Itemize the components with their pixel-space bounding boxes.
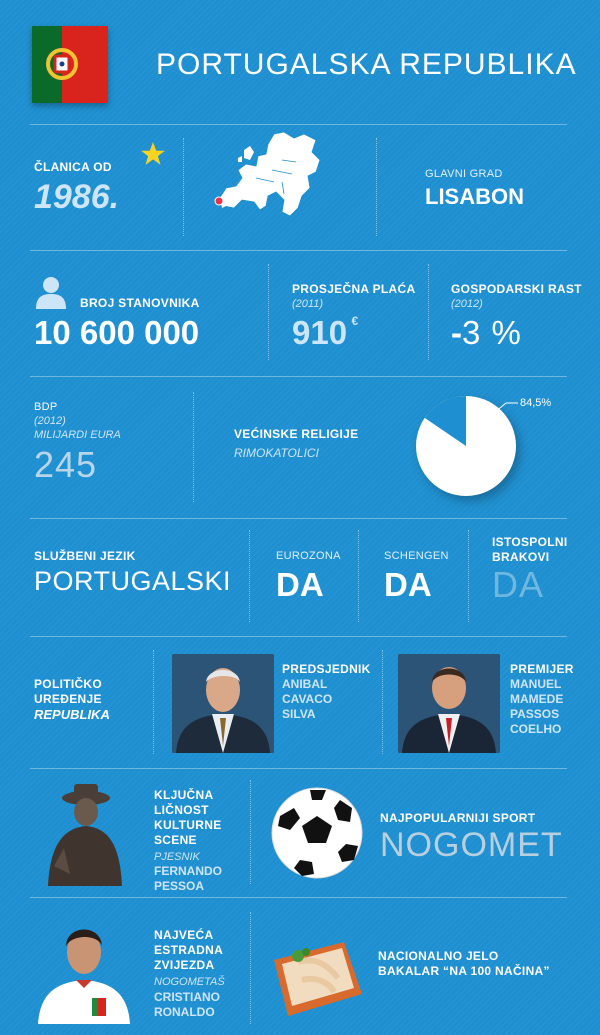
ronaldo-photo xyxy=(34,912,134,1024)
culture-person-role: PJESNIK xyxy=(154,851,200,863)
population-label: BROJ STANOVNIKA xyxy=(80,296,200,310)
growth-label: GOSPODARSKI RAST xyxy=(451,282,582,296)
growth-sign: - xyxy=(451,314,462,351)
gdp-value: 245 xyxy=(34,444,98,485)
portugal-flag xyxy=(32,26,108,103)
salary-currency: € xyxy=(351,314,359,328)
capital-label: GLAVNI GRAD xyxy=(425,168,503,180)
schengen-label: SCHENGEN xyxy=(384,550,449,562)
dish-label: NACIONALNO JELO xyxy=(378,949,499,963)
member-since-year: 1986. xyxy=(34,178,120,216)
statue-icon xyxy=(34,778,134,886)
divider xyxy=(30,518,567,519)
culture-person-name: FERNANDO PESSOA xyxy=(154,864,222,893)
divider-vertical xyxy=(183,138,184,236)
president-photo xyxy=(172,654,274,753)
president-label: PREDSJEDNIK xyxy=(282,662,371,676)
capital-name: LISABON xyxy=(425,184,524,209)
star-name: CRISTIANO RONALDO xyxy=(154,990,220,1019)
member-since-label: ČLANICA OD xyxy=(34,160,112,174)
divider xyxy=(30,376,567,377)
culture-person-label: KLJUČNA LIČNOST KULTURNE SCENE xyxy=(154,788,222,847)
dish-photo xyxy=(268,922,368,1022)
pie-percent-label: 84,5% xyxy=(520,397,552,409)
religion-value: RIMOKATOLICI xyxy=(234,446,319,460)
samesex-label: ISTOSPOLNI BRAKOVI xyxy=(492,535,568,564)
pm-label: PREMIJER xyxy=(510,662,574,676)
eurozone-label: EUROZONA xyxy=(276,550,341,562)
divider-vertical xyxy=(268,264,269,360)
growth-value-wrap xyxy=(451,314,522,352)
president-name: ANIBAL CAVACO SILVA xyxy=(282,677,333,721)
language-value: PORTUGALSKI xyxy=(34,566,232,596)
pm-photo xyxy=(398,654,500,753)
political-system-value: REPUBLIKA xyxy=(34,707,110,722)
salary-value: 910 xyxy=(292,314,348,351)
growth-value: 3 % xyxy=(462,314,522,351)
pm-name: MANUEL MAMEDE PASSOS COELHO xyxy=(510,677,564,736)
salary-label: PROSJEČNA PLAĆA xyxy=(292,282,416,296)
salary-value-wrap xyxy=(292,314,358,352)
political-system-label: POLITIČKO UREĐENJE xyxy=(34,677,103,706)
gdp-year: (2012) xyxy=(34,415,66,427)
person-icon xyxy=(34,275,68,309)
europe-map-icon xyxy=(212,130,332,230)
religion-label: VEĆINSKE RELIGIJE xyxy=(234,427,359,441)
sport-label: NAJPOPULARNIJI SPORT xyxy=(380,811,536,825)
divider-vertical xyxy=(382,650,383,754)
flag-icon xyxy=(32,26,108,103)
president-portrait-icon xyxy=(172,654,274,753)
divider-vertical xyxy=(358,530,359,622)
sport-value: NOGOMET xyxy=(380,826,563,864)
star-icon xyxy=(140,141,166,167)
schengen-value: DA xyxy=(384,566,432,603)
divider-vertical xyxy=(153,650,154,754)
divider-vertical xyxy=(249,530,250,622)
divider-vertical xyxy=(468,530,469,622)
country-title: PORTUGALSKA REPUBLIKA xyxy=(156,48,577,81)
divider-vertical xyxy=(250,780,251,884)
football-icon xyxy=(270,786,364,880)
codfish-dish-icon xyxy=(268,922,368,1022)
eurozone-value: DA xyxy=(276,566,324,603)
divider xyxy=(30,124,567,125)
pm-portrait-icon xyxy=(398,654,500,753)
divider xyxy=(30,897,567,898)
gdp-unit: MILIJARDI EURA xyxy=(34,429,121,441)
divider-vertical xyxy=(428,264,429,360)
salary-year: (2011) xyxy=(292,298,323,310)
divider-vertical xyxy=(193,392,194,502)
growth-year: (2012) xyxy=(451,298,483,310)
star-label: NAJVEĆA ESTRADNA ZVIJEZDA xyxy=(154,928,224,972)
samesex-value: DA xyxy=(492,564,545,605)
divider-vertical xyxy=(376,138,377,236)
star-role: NOGOMETAŠ xyxy=(154,976,225,988)
divider xyxy=(30,636,567,637)
language-label: SLUŽBENI JEZIK xyxy=(34,549,136,563)
pessoa-statue xyxy=(34,778,134,886)
gdp-label: BDP xyxy=(34,401,58,413)
divider xyxy=(30,768,567,769)
divider xyxy=(30,250,567,251)
ronaldo-portrait-icon xyxy=(34,912,134,1024)
dish-value: BAKALAR “NA 100 NAČINA” xyxy=(378,964,550,978)
population-value: 10 600 000 xyxy=(34,314,200,351)
divider-vertical xyxy=(250,912,251,1024)
